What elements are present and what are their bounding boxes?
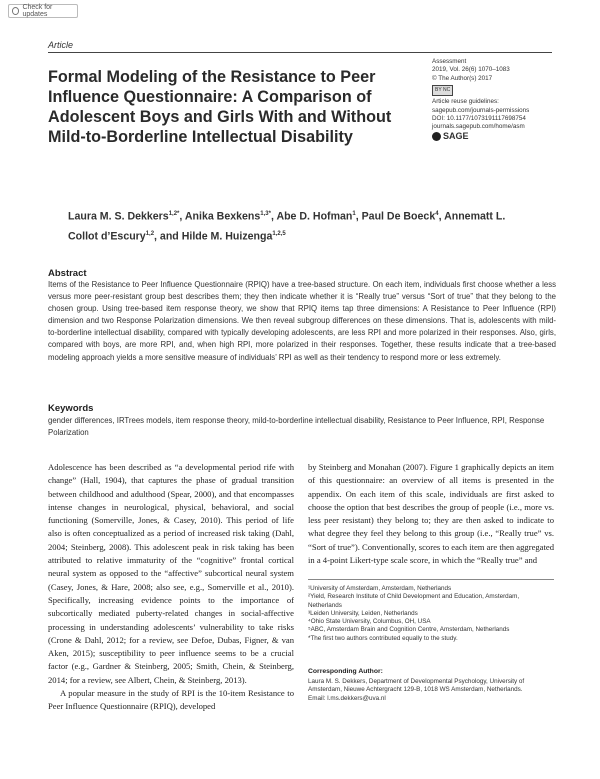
author: Laura M. S. Dekkers	[68, 210, 169, 223]
author-affiliation: 1,2	[145, 230, 155, 237]
keywords-text: gender differences, IRTrees models, item response theory, mild-to-borderline intellectual disability, Resistance to Peer Influence, RPI, Response Polarization	[48, 416, 545, 438]
author-list	[68, 206, 538, 245]
journal-meta	[432, 58, 562, 141]
author: Anika Bexkens	[184, 210, 261, 223]
copyright: © The Author(s) 2017	[432, 74, 493, 82]
abstract-heading: Abstract	[48, 268, 87, 279]
author-affiliation: 1	[352, 211, 356, 217]
corresponding-email[interactable]: Email: l.ms.dekkers@uva.nl	[308, 694, 386, 702]
author-separator: ,	[355, 210, 362, 223]
citation: 2019, Vol. 26(6) 1070–1083	[432, 66, 510, 74]
author-separator: ,	[438, 210, 442, 223]
author: Hilde M. Huizenga	[181, 230, 273, 243]
body-right-column	[308, 461, 554, 567]
affiliation-item: *The first two authors contributed equally to the study.	[308, 634, 458, 642]
author-separator: ,	[270, 210, 277, 223]
corresponding-author-heading: Corresponding Author:	[308, 668, 383, 675]
body-paragraph: A popular measure in the study of RPI is the 10-item Resistance to Peer Influence Questionnaire (RPIQ), developed	[48, 688, 294, 712]
article-type: Article	[48, 40, 74, 50]
header-divider	[48, 52, 552, 53]
author-affiliation: 1,2*	[168, 211, 180, 217]
journal-url[interactable]: journals.sagepub.com/home/asm	[432, 123, 525, 131]
update-icon	[12, 7, 19, 15]
footnote-divider	[308, 579, 554, 580]
affiliations	[308, 585, 554, 643]
check-for-updates-badge[interactable]	[8, 4, 78, 18]
affiliation-item: ⁴Ohio State University, Columbus, OH, USA	[308, 618, 431, 626]
keywords-heading: Keywords	[48, 403, 94, 414]
author-separator: ,	[179, 210, 185, 223]
paper-title: Formal Modeling of the Resistance to Peer Influence Questionnaire: A Comparison of Adolescent Boys and Girls With and Without Mild-to-Borderline Intellectual Disability	[48, 68, 392, 146]
affiliation-item: ²Yield, Research Institute of Child Development and Education, Amsterdam, Netherlands	[308, 593, 520, 609]
corresponding-address: Laura M. S. Dekkers, Department of Developmental Psychology, University of Amsterdam, Nieuwe Achtergracht 129-B, 1018 WS Amsterdam, Netherlands.	[308, 678, 525, 694]
corresponding-author	[308, 678, 554, 703]
cc-license-icon	[432, 85, 562, 96]
reuse-url[interactable]: sagepub.com/journals-permissions	[432, 106, 530, 114]
author-affiliation: 4	[435, 211, 439, 217]
author-affiliation: 1,3*	[260, 211, 271, 217]
publisher-logo	[432, 132, 562, 141]
check-for-updates-label: Check for updates	[22, 4, 53, 18]
affiliation-item: ⁵ABC, Amsterdam Brain and Cognition Centre, Amsterdam, Netherlands	[308, 626, 510, 634]
cc-license-label: BY NC	[432, 85, 453, 96]
author: Paul De Boeck	[361, 210, 436, 223]
publisher-name: SAGE	[443, 131, 469, 142]
body-paragraph: Adolescence has been described as “a developmental period rife with change” (Hall, 1904), that captures the phase of gradual transition between childhood and adulthood (Spear, 2000), and that encompasses intense changes in neurological, physical, behavioral, and social functioning (Somerville, Jones, & Casey, 2010). This period of life also is often conceptualized as a period of increased risk taking (Dahl, 2004; Steinberg, 2008). This adolescent peak in risk taking has been attributed to relative immaturity of the “cognitive” frontal cortical neural system as opposed to the “affective” subcortical neural system (Casey, Jones, & Hare, 2008; also see, e.g., Somerville et al., 2010). Specifically, increasing evidence points to the importance of subcortically mediated puberty-related changes in social-affective processing in understanding adolescents’ vulnerability to take risks (Crone & Dahl, 2012; for a review, see Defoe, Dubas, Figner, & van Aken, 2015); susceptibility to peer influence seems to be a crucial factor (e.g., Gardner & Steinberg, 2005; Smith, Chein, & Steinberg, 2014; for a review, see Albert, Chein, & Steinberg, 2013).	[48, 462, 294, 685]
body-paragraph: by Steinberg and Monahan (2007). Figure 1 graphically depicts an item of this questionnaire: an overview of all items is presented in the appendix. On each item of this scale, individuals are first asked to choose the option that best describes the group of people (i.e., more vs. less peer resistant) they belong to; they are then asked to indicate to what degree they feel they belong to this group (i.e., “Really true” vs. “Sort of true”). Conventionally, scores to each item are then aggregated in a 4-point Likert-type scale score, in which the “Really true” and	[308, 462, 554, 566]
author: Annematt L. Collot d’Escury	[68, 210, 506, 243]
sage-icon	[432, 132, 441, 141]
affiliation-item: ³Leiden University, Leiden, Netherlands	[308, 609, 418, 617]
reuse-guidelines: Article reuse guidelines:	[432, 98, 499, 106]
doi[interactable]: DOI: 10.1177/1073191117698754	[432, 115, 526, 123]
author: Abe D. Hofman	[276, 210, 353, 223]
author-affiliation: 1,2,5	[272, 230, 286, 237]
affiliation-item: ¹University of Amsterdam, Amsterdam, Netherlands	[308, 585, 452, 592]
author-separator: , and	[154, 230, 182, 243]
journal-name: Assessment	[432, 58, 467, 65]
body-left-column	[48, 461, 294, 714]
abstract-text: Items of the Resistance to Peer Influence Questionnaire (RPIQ) have a tree-based structure. On each item, individuals first choose whether a less versus more peer-resistant group best describes them; they then indicate whether it is “Really true” versus “Sort of true” that they belong to the chosen group. Using tree-based item response theory, we show that RPIQ items tap three dimensions: A Resistance to Peer Influence (RPI) dimension and two Response Polarization dimensions. We then reveal subgroup differences on these dimensions. That is, adolescents with mild-to-borderline intellectual disability, compared with typically developing adolescents, are less RPI and more polarized in their responses. Also, girls, compared with boys, are more RPI, and, when high RPI, more polarized in their responses. Together, these results indicate that a tree-based modeling approach yields a more sensitive measure of individuals’ RPI as well as their tendency to respond more or less extremely.	[48, 280, 556, 362]
